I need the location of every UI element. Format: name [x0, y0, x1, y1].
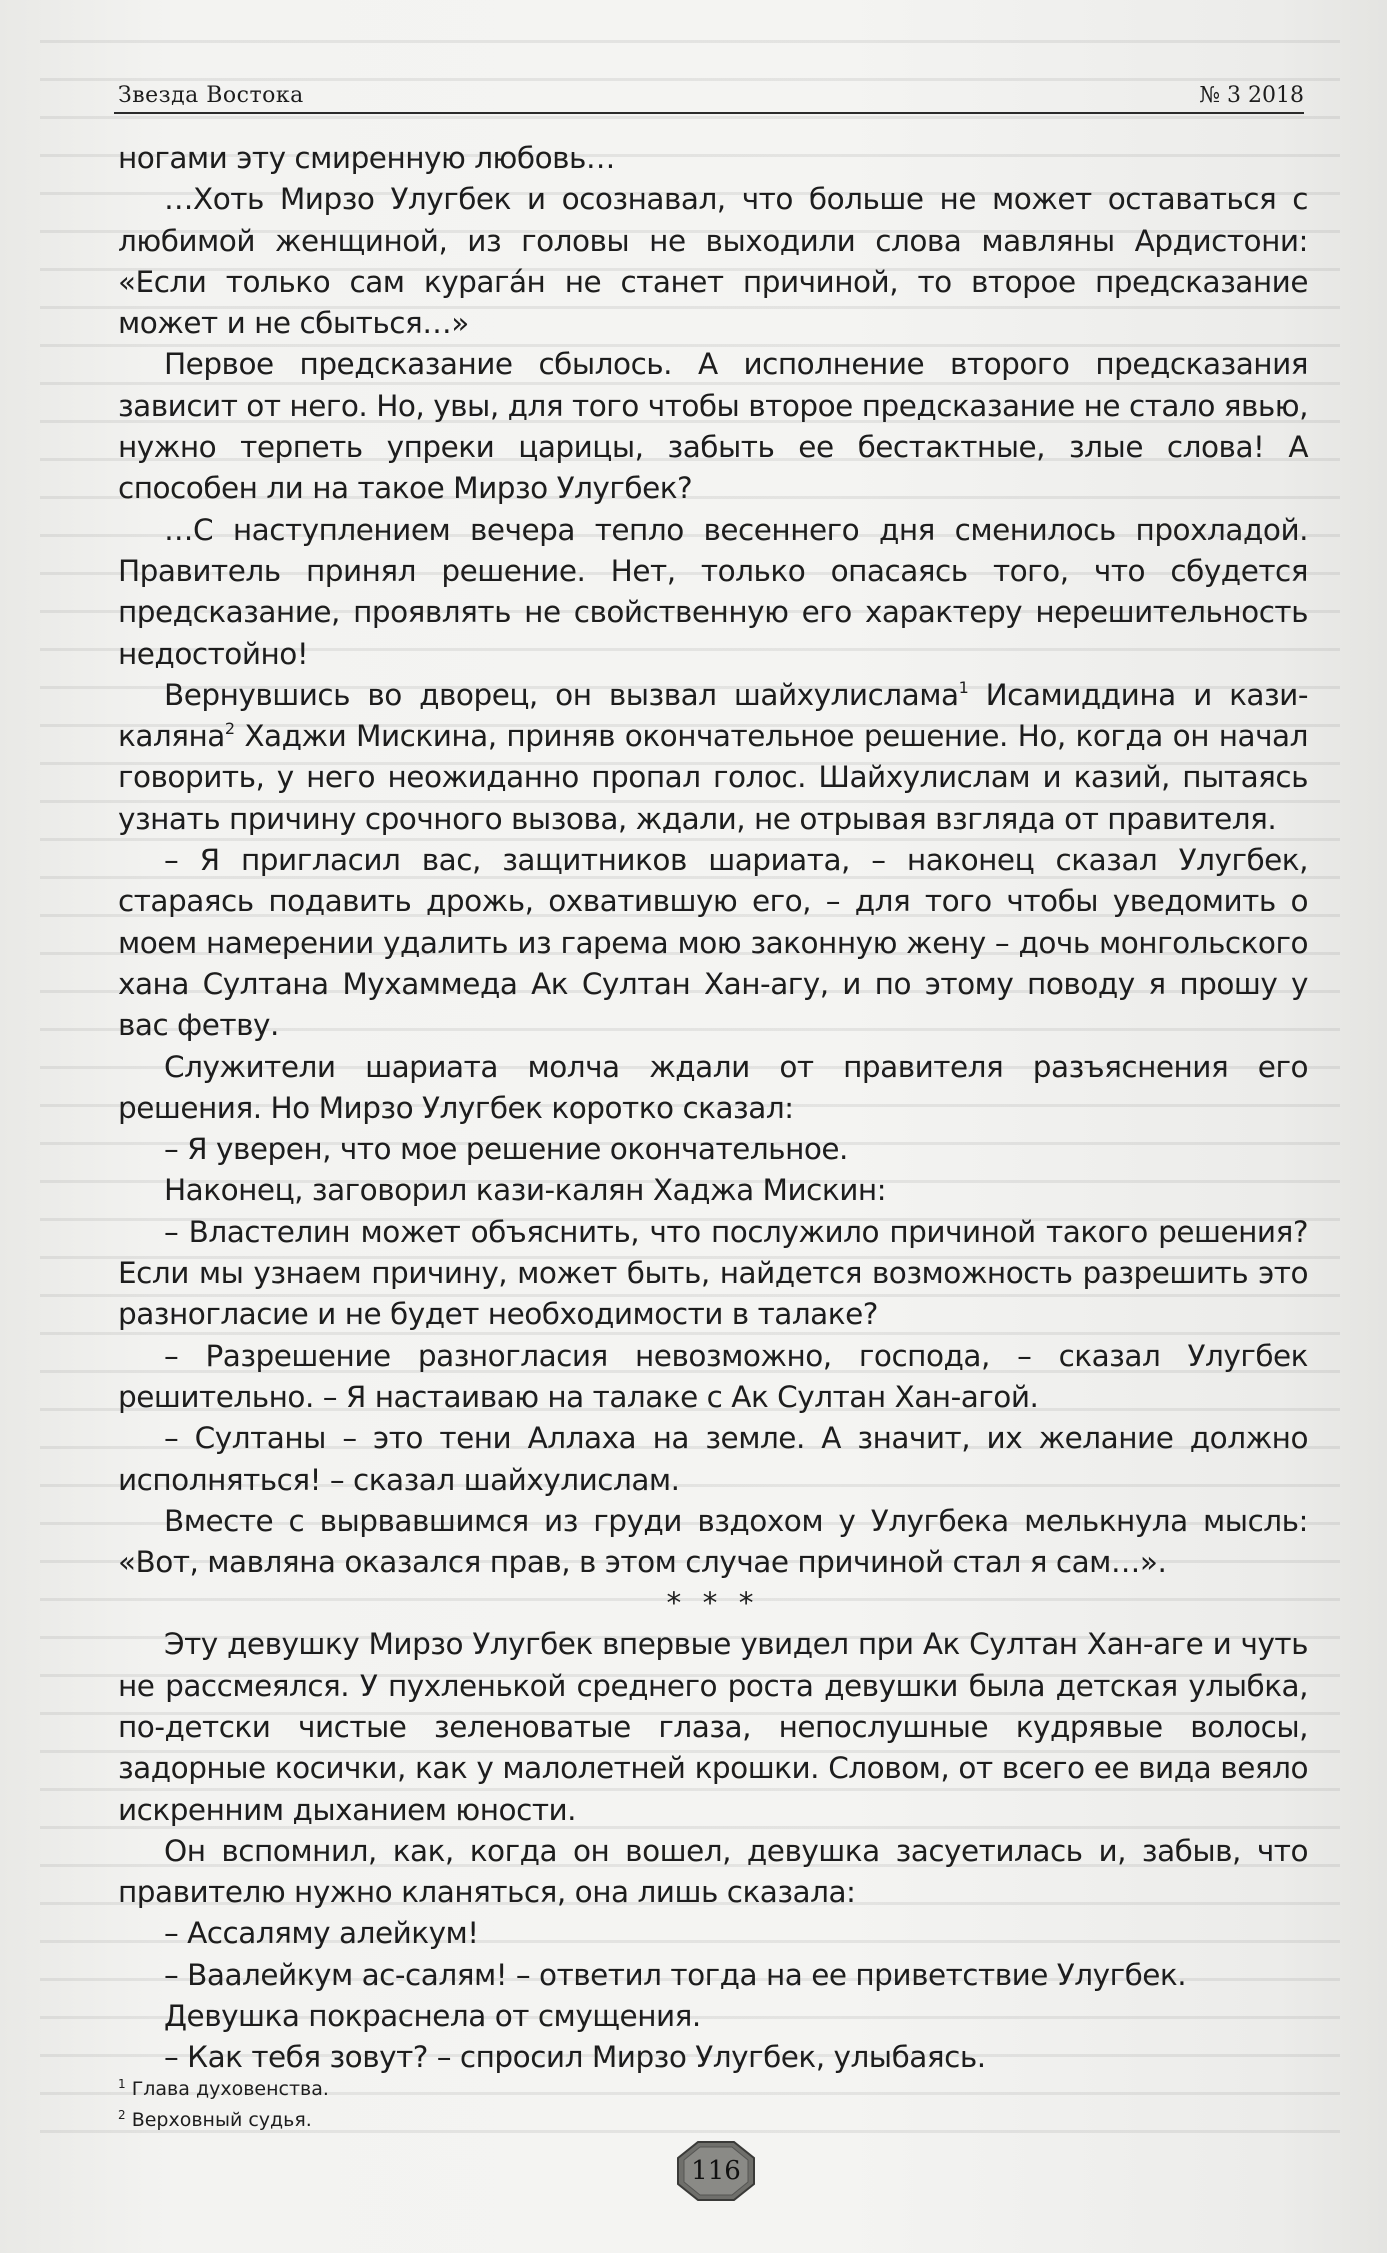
footnote-text: Глава духовенства. — [131, 2078, 329, 2100]
footnote-number: 2 — [118, 2108, 126, 2122]
paragraph: – Султаны – это тени Аллаха на земле. А значит, их желание должно исполняться! – сказал шайхулислам. — [118, 1421, 1308, 1497]
paragraph: Эту девушку Мирзо Улугбек впервые увидел при Ак Султан Хан-аге и чуть не рассмеялся. У пухленькой среднего роста девушки была детская улыбка, по-детски чистые зеленоватые глаза, непослушные кудрявые волосы, задорные косички, как у малолетней крошки. Словом, от всего ее вида веяло искренним дыханием юности. — [118, 1627, 1308, 1827]
issue-number: № 3 2018 — [1199, 83, 1304, 108]
footnotes — [118, 2074, 718, 2136]
magazine-title: Звезда Востока — [118, 83, 304, 108]
paragraph: – Разрешение разногласия невозможно, господа, – сказал Улугбек решительно. – Я настаиваю на талаке с Ак Султан Хан-агой. — [118, 1338, 1308, 1414]
page-number: 116 — [691, 2156, 741, 2186]
footnote — [118, 2074, 718, 2105]
paragraph: Девушка покраснела от смущения. — [164, 1999, 701, 2034]
body-text — [118, 138, 1308, 2079]
paragraph: – Я пригласил вас, защитников шариата, – наконец сказал Улугбек, стараясь подавить дрожь, охватившую его, – для того чтобы уведомить о моем намерении удалить из гарема мою законную жену – дочь монгольского хана Султана Мухаммеда Ак Султан Хан-агу, и по этому поводу я прошу у вас фетву. — [118, 843, 1308, 1043]
paragraph: – Как тебя зовут? – спросил Мирзо Улугбек, улыбаясь. — [164, 2040, 986, 2075]
paragraph: Наконец, заговорил кази-калян Хаджа Мискин: — [164, 1173, 887, 1208]
footnote-number: 1 — [118, 2077, 126, 2091]
footnote-mark: 1 — [958, 677, 969, 697]
paragraph: – Ассаляму алейкум! — [164, 1916, 479, 1951]
footnote — [118, 2105, 718, 2136]
paragraph: Он вспомнил, как, когда он вошел, девушка засуетилась и, забыв, что правителю нужно кланяться, она лишь сказала: — [118, 1833, 1308, 1910]
text-run: Вернувшись во дворец, он вызвал шайхулислама — [164, 677, 959, 712]
paragraph: …Хоть Мирзо Улугбек и осознавал, что больше не может оставаться с любимой женщиной, из головы не выходили слова мавляны Ардистони: «Если только сам курага́н не станет причиной, то второе предсказание может и не сбыться…» — [118, 182, 1308, 341]
text-run: Хаджи Мискина, приняв окончательное решение. Но, когда он начал говорить, у него неожиданно пропал голос. Шайхулислам и казий, пытаясь узнать причину срочного вызова, ждали, не отрывая взгляда от правителя. — [118, 719, 1308, 836]
paragraph: – Я уверен, что мое решение окончательное. — [164, 1132, 848, 1167]
paragraph: ногами эту смиренную любовь… — [118, 141, 615, 175]
text-run: Исамиддина и кази-каляна — [118, 677, 1308, 754]
paragraph: – Ваалейкум ас-салям! – ответил тогда на ее приветствие Улугбек. — [164, 1957, 1187, 1992]
paragraph: Служители шариата молча ждали от правителя разъяснения его решения. Но Мирзо Улугбек коротко сказал: — [118, 1049, 1308, 1125]
section-separator: * * * — [666, 1586, 760, 1621]
page-number-badge — [676, 2140, 756, 2202]
paragraph: …С наступлением вечера тепло весеннего дня сменилось прохладой. Правитель принял решение. Нет, только опасаясь того, что сбудется предсказание, проявлять не свойственную его характеру нерешительность недостойно! — [118, 512, 1308, 671]
paragraph: – Властелин может объяснить, что послужило причиной такого решения? Если мы узнаем причину, может быть, найдется возможность разрешить это разногласие и не будет необходимости в талаке? — [118, 1214, 1308, 1332]
running-header — [114, 72, 1304, 114]
paragraph-with-footnotes — [118, 675, 1308, 840]
footnote-mark: 2 — [224, 719, 235, 739]
paragraph: Первое предсказание сбылось. А исполнение второго предсказания зависит от него. Но, увы, для того чтобы второе предсказание не стало явью, нужно терпеть упреки царицы, забыть ее бестактные, злые слова! А способен ли на такое Мирзо Улугбек? — [118, 347, 1308, 506]
footnote-text: Верховный судья. — [131, 2109, 312, 2131]
paragraph: Вместе с вырвавшимся из груди вздохом у Улугбека мелькнула мысль: «Вот, мавляна оказался прав, в этом случае причиной стал я сам…». — [118, 1503, 1308, 1580]
